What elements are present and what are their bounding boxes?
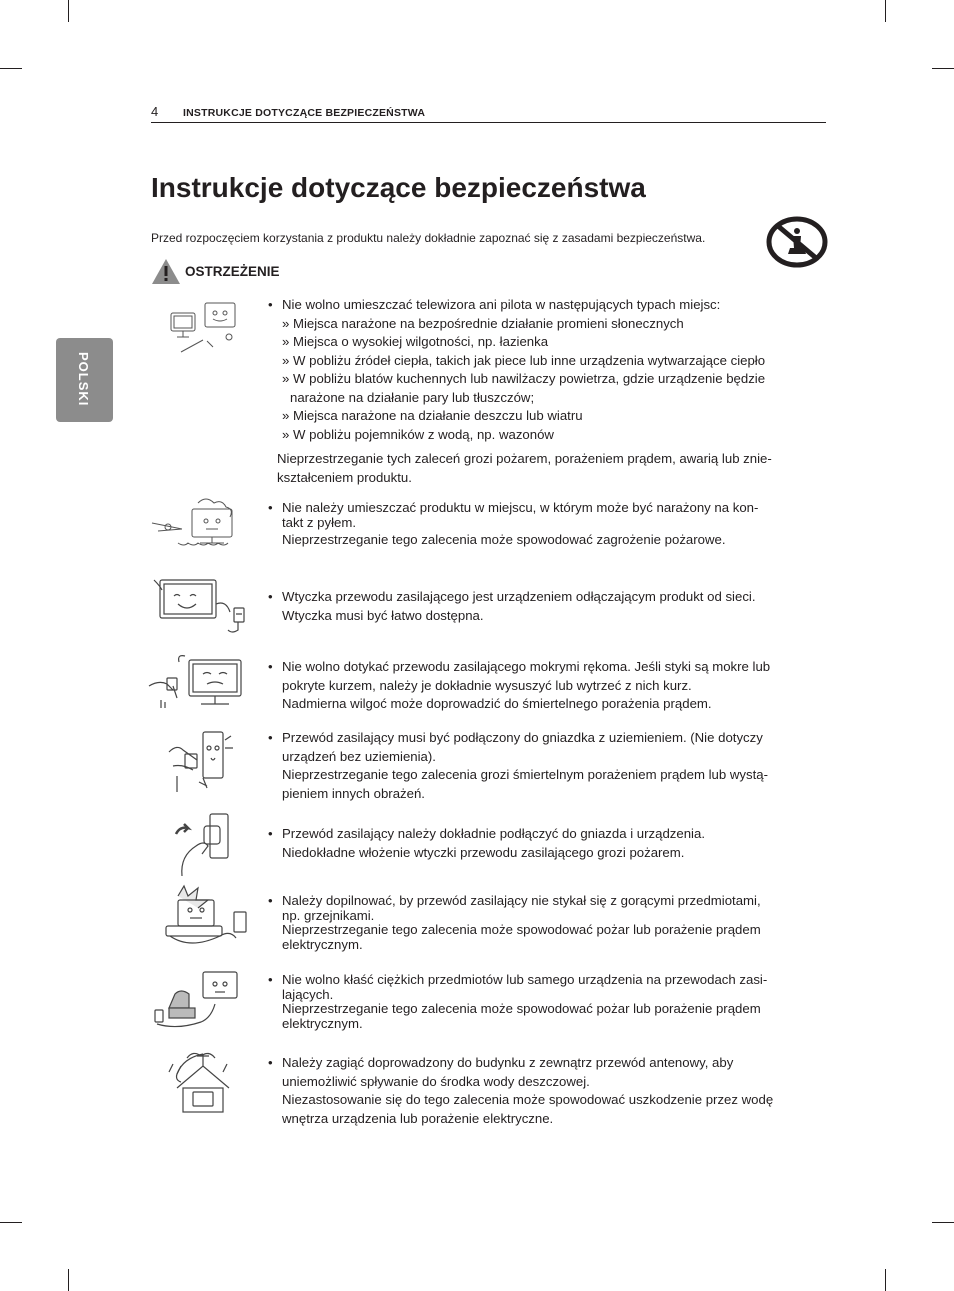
page-number: 4	[151, 104, 159, 119]
item-line: Nieprzestrzeganie tego zalecenia grozi śmiertelnym porażeniem prądem lub wystą-	[282, 767, 768, 782]
bullet: •	[268, 893, 273, 908]
item-line: np. grzejnikami.	[282, 907, 375, 923]
tv-with-plug-illustration	[152, 574, 252, 636]
item-line: Niedokładne włożenie wtyczki przewodu zasilającego grozi pożarem.	[282, 844, 685, 860]
heavy-object-on-cable-illustration	[153, 968, 241, 1034]
item-line: pokryte kurzem, należy je dokładnie wysuszyć lub wytrzeć z nich kurz.	[282, 677, 692, 693]
warning-item	[268, 1054, 816, 1128]
sub-item: » W pobliżu źródeł ciepła, takich jak piece lub inne urządzenia wytwarzające ciepło	[282, 352, 766, 368]
item-line: Należy dopilnować, by przewód zasilający nie stykał się z gorącymi przedmiotami,	[282, 893, 761, 908]
warning-item	[268, 973, 816, 1031]
crop-mark	[932, 68, 954, 69]
bullet: •	[268, 297, 273, 312]
bullet: •	[268, 826, 273, 841]
running-header	[151, 104, 826, 123]
wet-hands-plug-illustration	[143, 650, 251, 716]
sub-item: » Miejsca o wysokiej wilgotności, np. łazienka	[282, 334, 549, 349]
warning-item	[268, 296, 816, 487]
bullet: •	[268, 972, 273, 987]
bullet: •	[268, 659, 273, 674]
bullet: •	[268, 589, 273, 604]
prohibition-sign-icon	[766, 216, 828, 268]
crop-mark	[0, 1222, 22, 1223]
intro-text: Przed rozpoczęciem korzystania z produktu należy dokładnie zapoznać się z zasadami bezpieczeństwa.	[151, 231, 706, 245]
warning-item	[268, 729, 816, 803]
item-line: Wtyczka musi być łatwo dostępna.	[282, 607, 484, 623]
item-main-text: Nie wolno umieszczać telewizora ani pilota w następujących typach miejsc:	[282, 297, 721, 312]
warning-item	[268, 658, 816, 714]
language-label: POLSKI	[76, 352, 91, 407]
crop-mark	[0, 68, 22, 69]
item-line: Nieprzestrzeganie tego zalecenia może spowodować pożar lub porażenie prądem	[282, 922, 761, 937]
plug-insertion-illustration	[170, 810, 234, 878]
warning-item	[268, 588, 816, 625]
sub-item-continuation: narażone na działanie pary lub tłuszczów;	[290, 389, 535, 405]
item-line: Nieprzestrzeganie tego zalecenia może spowodować pożar lub porażenie prądem	[282, 1001, 761, 1016]
crop-mark	[932, 1222, 954, 1223]
dusty-place-illustration	[148, 495, 250, 555]
item-line: pieniem innych obrażeń.	[282, 785, 425, 801]
item-line: elektrycznym.	[282, 936, 363, 952]
sub-item: » W pobliżu pojemników z wodą, np. wazonów	[282, 426, 554, 442]
item-line: Niezastosowanie się do tego zalecenia może spowodować uszkodzenie przez wodę	[282, 1092, 774, 1107]
item-line: elektrycznym.	[282, 1015, 363, 1031]
grounded-outlet-illustration	[163, 726, 235, 796]
sub-item: » Miejsca narażone na bezpośrednie działanie promieni słonecznych	[282, 315, 684, 331]
crop-mark	[68, 1269, 69, 1291]
item-note: Nieprzestrzeganie tych zaleceń grozi pożarem, porażeniem prądem, awarią lub znie-kształceniem produktu.	[277, 451, 772, 485]
item-line: urządzeń bez uziemienia).	[282, 748, 436, 764]
bullet: •	[268, 500, 273, 515]
antenna-cable-rain-illustration	[157, 1048, 247, 1114]
bullet: •	[268, 730, 273, 745]
language-tab	[56, 338, 113, 422]
item-line: Nieprzestrzeganie tego zalecenia może spowodować zagrożenie pożarowe.	[282, 532, 726, 547]
sub-item: » Miejsca narażone na działanie deszczu lub wiatru	[282, 408, 583, 423]
warning-item	[268, 501, 816, 548]
item-line: Nadmierna wilgoć może doprowadzić do śmiertelnego porażenia prądem.	[282, 696, 712, 711]
crop-mark	[885, 1269, 886, 1291]
sub-item: » W pobliżu blatów kuchennych lub nawilżaczy powietrza, gdzie urządzenie będzie	[282, 371, 766, 386]
warning-item	[268, 894, 816, 952]
item-line: Przewód zasilający należy dokładnie podłączyć do gniazda i urządzenia.	[282, 826, 705, 841]
page-title: Instrukcje dotyczące bezpieczeństwa	[151, 172, 646, 203]
warning-label: OSTRZEŻENIE	[185, 264, 280, 279]
warning-item	[268, 825, 816, 862]
tv-in-hazardous-places-illustration	[163, 297, 243, 359]
item-line: lających.	[282, 986, 334, 1002]
section-title: INSTRUKCJE DOTYCZĄCE BEZPIECZEŃSTWA	[183, 107, 426, 119]
item-line: Nie należy umieszczać produktu w miejscu, w którym może być narażony na kon-	[282, 500, 759, 515]
item-line: uniemożliwić spływanie do środka wody deszczowej.	[282, 1073, 590, 1089]
crop-mark	[68, 0, 69, 22]
hot-object-cable-illustration	[156, 884, 252, 956]
item-line: wnętrza urządzenia lub porażenie elektryczne.	[282, 1110, 554, 1126]
warning-triangle-icon	[151, 258, 181, 285]
item-line: Wtyczka przewodu zasilającego jest urządzeniem odłączającym produkt od sieci.	[282, 589, 756, 604]
item-line: Nie wolno kłaść ciężkich przedmiotów lub samego urządzenia na przewodach zasi-	[282, 972, 768, 987]
item-line: Przewód zasilający musi być podłączony do gniazdka z uziemieniem. (Nie dotyczy	[282, 730, 763, 745]
item-line: takt z pyłem.	[282, 514, 357, 530]
item-line: Należy zagiąć doprowadzony do budynku z zewnątrz przewód antenowy, aby	[282, 1055, 734, 1070]
crop-mark	[885, 0, 886, 22]
bullet: •	[268, 1055, 273, 1070]
item-line: Nie wolno dotykać przewodu zasilającego mokrymi rękoma. Jeśli styki są mokre lub	[282, 659, 771, 674]
